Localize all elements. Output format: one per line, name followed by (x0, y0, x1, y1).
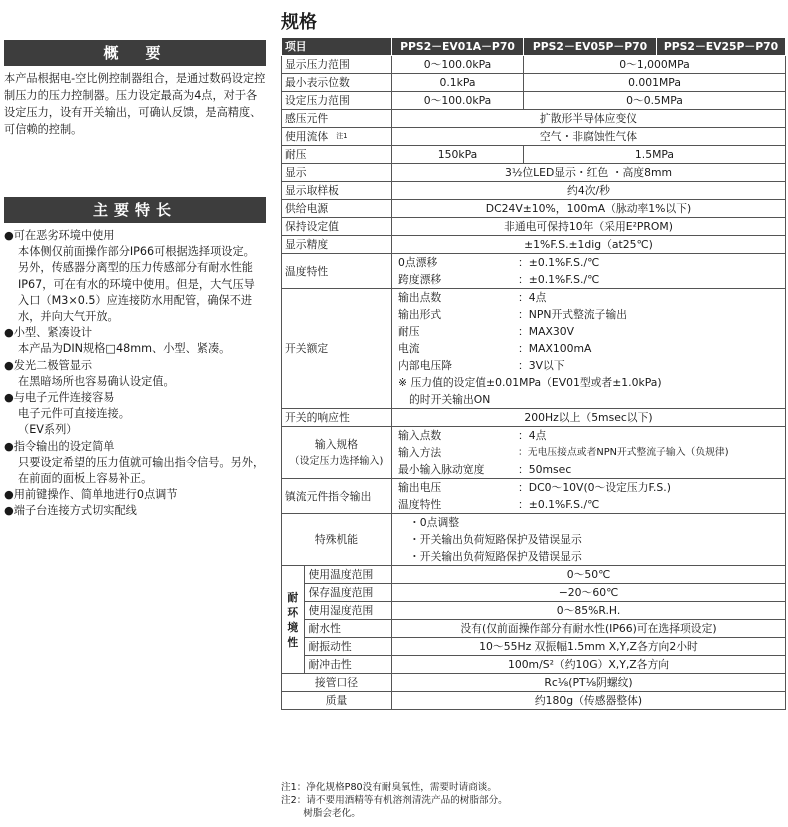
feature-text: 电子元件可直接连接。 (18, 407, 130, 421)
cell: DC24V±10%，100mA（脉动率1%以下) (392, 200, 786, 218)
kv-key: 输出点数 (398, 291, 442, 304)
cell (392, 427, 786, 479)
spec-row (282, 110, 786, 128)
label-line: 输入规格 (314, 437, 359, 451)
kv-key: 跨度漂移 (398, 273, 442, 286)
env-label-text: 耐环境性 (287, 590, 299, 649)
cell: 0～100.0kPa (392, 92, 524, 110)
spec-row (282, 674, 786, 692)
cell: 150kPa (392, 146, 524, 164)
env-key: 保存温度范围 (304, 584, 391, 602)
feature-text: 本体侧仅前面操作部分IP66可根据选择项设定。 (18, 245, 255, 259)
env-value: 10～55Hz 双振幅1.5mm X,Y,Z各方向2小时 (392, 638, 785, 656)
kv-value: ：MAX100mA (518, 342, 592, 355)
feature-text: 本产品为DIN规格□48mm、小型、紧凑。 (18, 342, 231, 356)
overview-text: 本产品根据电-空比例控制器组合，是通过数码设定控制压力的压力控制器。压力设定最高为4点，对于各设定压力，设有开关输出，可确认反馈，是高精度、可信赖的控制。 (4, 72, 266, 136)
spec-row (282, 56, 786, 74)
features-title: 主要特长 (4, 197, 266, 223)
cell (392, 289, 786, 409)
cell: 0.1kPa (392, 74, 524, 92)
cell: 200Hz以上（5msec以下) (392, 409, 786, 427)
spec-row (282, 692, 786, 710)
cell: Rc⅛(PT⅛阴螺纹) (392, 674, 786, 692)
row-label: 显示压力范围 (282, 56, 392, 74)
feature-heading: ●用前键操作、简单地进行0点调节 (4, 488, 178, 502)
kv-key: 温度特性 (398, 498, 442, 511)
env-values-cell (392, 566, 786, 674)
cell: 0.001MPa (524, 74, 786, 92)
special-item: ・开关输出负荷短路保护及错误显示 (409, 550, 582, 563)
row-label: 保持设定值 (282, 218, 392, 236)
spec-row (282, 479, 786, 514)
kv-value: ：无电压接点或者NPN开式整流子输入（负规律) (518, 447, 729, 458)
kv-key: 耐压 (398, 325, 420, 338)
env-key: 耐冲击性 (308, 658, 352, 671)
label-line: （设定压力选择输入) (289, 455, 384, 467)
row-label (282, 128, 392, 146)
cell (392, 479, 786, 514)
spec-row (282, 409, 786, 427)
cell (392, 254, 786, 289)
spec-row (282, 289, 786, 409)
spec-header-model: PPS2－EV25P－P70 (657, 38, 786, 56)
kv-value: ：3V以下 (518, 359, 565, 372)
feature-text: 在黑暗场所也容易确认设定值。 (18, 374, 175, 388)
row-label: 设定压力范围 (282, 92, 392, 110)
feature-heading: ●发光二极管显示 (4, 358, 93, 372)
spec-row (282, 74, 786, 92)
kv-value: ：4点 (518, 429, 547, 442)
spec-row (282, 128, 786, 146)
features-list (4, 228, 266, 520)
kv-key: 输入点数 (398, 429, 442, 442)
spec-row (282, 218, 786, 236)
cell: 0～1,000MPa (524, 56, 786, 74)
cell: 1.5MPa (524, 146, 786, 164)
cell: 3½位LED显示・红色 ・高度8mm (392, 164, 786, 182)
row-label (282, 427, 392, 479)
feature-heading: ●小型、紧凑设计 (4, 326, 93, 340)
kv-key: 输入方法 (398, 446, 442, 459)
env-label-cell (282, 566, 392, 674)
env-group-label (282, 566, 304, 673)
special-item: ・0点调整 (409, 516, 460, 529)
cell (392, 514, 786, 566)
footnote: 注1：净化规格P80没有耐臭氧性，需要时请商谈。 (281, 782, 497, 793)
kv-key: 输出电压 (398, 481, 442, 494)
row-label: 耐压 (282, 146, 392, 164)
env-value: 0～50℃ (392, 566, 785, 584)
row-label: 特殊机能 (282, 514, 392, 566)
special-item: ・开关输出负荷短路保护及错误显示 (409, 533, 582, 546)
spec-header-model: PPS2－EV01A－P70 (392, 38, 524, 56)
row-label: 显示取样板 (282, 182, 392, 200)
kv-value: ：±0.1%F.S./℃ (518, 273, 600, 286)
spec-row (282, 514, 786, 566)
feature-heading: ●与电子元件连接容易 (4, 391, 115, 405)
spec-row (282, 146, 786, 164)
spec-header-item: 项目 (282, 38, 392, 56)
overview-title: 概 要 (4, 40, 266, 66)
kv-value: ：50msec (518, 463, 572, 476)
kv-value: ：DC0～10V(0～设定压力F.S.) (518, 481, 671, 494)
kv-value: ：±0.1%F.S./℃ (518, 256, 600, 269)
row-label: 接管口径 (282, 674, 392, 692)
spec-row (282, 182, 786, 200)
switch-note: 的时开关输出ON (409, 393, 491, 406)
cell: 0～100.0kPa (392, 56, 524, 74)
row-label: 感压元件 (282, 110, 392, 128)
kv-value: ：4点 (518, 291, 547, 304)
note-marker: 注1 (336, 132, 348, 140)
feature-heading: ●端子台连接方式切实配线 (4, 504, 137, 518)
kv-key: 输出形式 (398, 308, 442, 321)
env-value: 100m/S²（约10G）X,Y,Z各方向 (507, 658, 670, 671)
env-key: 耐水性 (304, 620, 391, 638)
kv-key: 最小输入脉动宽度 (398, 463, 485, 476)
cell: 扩散形半导体应变仪 (392, 110, 786, 128)
spec-title: 规格 (281, 12, 317, 33)
spec-row (282, 200, 786, 218)
cell: 约4次/秒 (392, 182, 786, 200)
kv-value: ：MAX30V (518, 325, 575, 338)
kv-key: 内部电压降 (398, 359, 452, 372)
spec-row (282, 427, 786, 479)
kv-value: ：NPN开式整流子输出 (518, 308, 628, 321)
footnotes (281, 781, 508, 820)
feature-heading: ●指令输出的设定简单 (4, 439, 115, 453)
spec-row (282, 164, 786, 182)
footnote: 树脂会老化。 (281, 808, 361, 819)
row-label: 开关额定 (282, 289, 392, 409)
spec-row (282, 92, 786, 110)
kv-value: ：±0.1%F.S./℃ (518, 498, 600, 511)
kv-key: 0点漂移 (398, 256, 438, 269)
spec-row (282, 236, 786, 254)
row-label: 温度特性 (282, 254, 392, 289)
env-key: 耐振动性 (304, 638, 391, 656)
feature-text: 另外，传感器分离型的压力传感部分有耐水性能IP67，可在有水的环境中使用。但是，大气压导入口（M3×0.5）应连接防水用配管，确保不进水，并向大气开放。 (18, 261, 255, 324)
spec-table (281, 37, 786, 710)
kv-key: 电流 (398, 342, 420, 355)
row-label: 显示精度 (282, 236, 392, 254)
env-key: 使用温度范围 (304, 566, 391, 584)
cell: 非通电可保持10年（采用E²PROM) (392, 218, 786, 236)
feature-heading: ●可在恶劣环境中使用 (4, 229, 115, 242)
spec-header-model: PPS2－EV05P－P70 (524, 38, 657, 56)
cell: 约180g（传感器整体) (392, 692, 786, 710)
switch-note: ※ 压力值的设定值±0.01MPa（EV01型或者±1.0kPa) (398, 376, 662, 389)
feature-text: 只要设定希望的压力值就可输出指令信号。另外，在前面的面板上容易补正。 (18, 455, 265, 486)
cell: 0～0.5MPa (524, 92, 786, 110)
spec-header-row (282, 38, 786, 56)
row-label: 最小表示位数 (282, 74, 392, 92)
spec-row (282, 254, 786, 289)
row-label: 镇流元件指令输出 (282, 479, 392, 514)
row-label: 显示 (282, 164, 392, 182)
env-key: 使用湿度范围 (304, 602, 391, 620)
feature-text: （EV系列） (18, 423, 78, 437)
env-value: −20～60℃ (392, 584, 785, 602)
row-label: 开关的响应性 (282, 409, 392, 427)
row-label: 质量 (282, 692, 392, 710)
env-value: 没有(仅前面操作部分有耐水性(IP66)可在选择项设定) (392, 620, 785, 638)
row-label: 供给电源 (282, 200, 392, 218)
footnote: 注2：请不要用酒精等有机溶剂清洗产品的树脂部分。 (281, 795, 508, 806)
env-value: 0～85%R.H. (392, 602, 785, 620)
spec-row (282, 566, 786, 674)
cell: ±1%F.S.±1dig（at25℃) (392, 236, 786, 254)
cell: 空气・非腐蚀性气体 (392, 128, 786, 146)
label-text: 使用流体 (285, 130, 329, 143)
